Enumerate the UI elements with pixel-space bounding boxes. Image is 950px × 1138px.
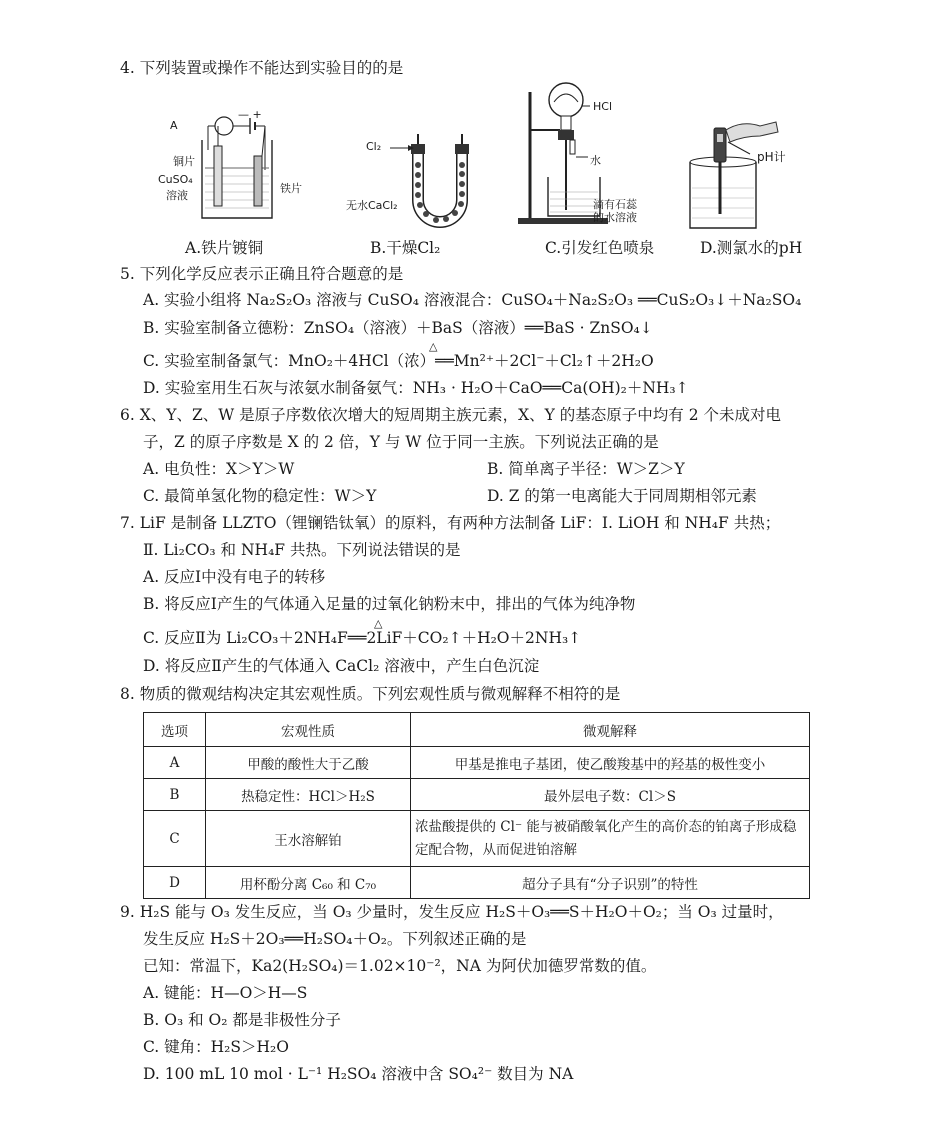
figure-c-caption: C.引发红色喷泉 <box>545 239 655 257</box>
table-cell: D <box>144 867 206 899</box>
figure-a-iron-label: 铁片 <box>280 182 302 195</box>
table-row <box>144 747 810 779</box>
table-header-cell: 选项 <box>144 713 206 747</box>
figure-c-water-label: 水 <box>590 154 601 167</box>
q9-stem-line1: 9. H₂S 能与 O₃ 发生反应，当 O₃ 少量时，发生反应 H₂S＋O₃══S＋H₂O＋O₂；当 O₃ 过量时， <box>120 903 784 921</box>
table-cell: 浓盐酸提供的 Cl⁻ 能与被硝酸氧化产生的高价态的铂离子形成稳定配合物，从而促进铂溶解 <box>411 811 810 867</box>
q9-option-b: B. O₃ 和 O₂ 都是非极性分子 <box>143 1011 341 1029</box>
figure-a-battery-signs: — + <box>238 108 262 121</box>
q9-option-c: C. 键角：H₂S＞H₂O <box>143 1038 289 1056</box>
q7-heat-sign: △ <box>374 617 383 630</box>
figure-c-litmus-label: 滴有石蕊 <box>593 198 637 211</box>
q7-option-d: D. 将反应Ⅱ产生的气体通入 CaCl₂ 溶液中，产生白色沉淀 <box>143 657 540 675</box>
q5-option-b: B. 实验室制备立德粉：ZnSO₄（溶液）＋BaS（溶液）══BaS · ZnSO₄↓ <box>143 319 653 337</box>
q8-stem: 8. 物质的微观结构决定其宏观性质。下列宏观性质与微观解释不相符的是 <box>120 685 621 703</box>
q5-stem: 5. 下列化学反应表示正确且符合题意的是 <box>120 265 404 283</box>
q4-stem: 4. 下列装置或操作不能达到实验目的的是 <box>120 59 404 77</box>
table-row <box>144 867 810 899</box>
table-cell: C <box>144 811 206 867</box>
q7-option-a: A. 反应Ⅰ中没有电子的转移 <box>143 568 326 586</box>
q6-option-b: B. 简单离子半径：W＞Z＞Y <box>487 460 685 478</box>
q8-table <box>143 712 810 899</box>
figure-d-ph-meter <box>680 118 790 233</box>
table-cell: 甲酸的酸性大于乙酸 <box>206 747 411 779</box>
figure-a-copper-label: 铜片 <box>173 155 195 168</box>
q7-option-b: B. 将反应Ⅰ产生的气体通入足量的过氧化钠粉末中，排出的气体为纯净物 <box>143 595 636 613</box>
q6-option-d: D. Z 的第一电离能大于同周期相邻元素 <box>487 487 757 505</box>
table-cell: 热稳定性：HCl＞H₂S <box>206 779 411 811</box>
figure-b-caption: B.干燥Cl₂ <box>370 239 441 257</box>
table-header-row <box>144 713 810 747</box>
figure-d-meter-label: pH计 <box>757 150 786 164</box>
q5-heat-sign: △ <box>429 340 438 353</box>
table-cell: 用杯酚分离 C₆₀ 和 C₇₀ <box>206 867 411 899</box>
figure-a-meter-label: A <box>170 119 178 132</box>
figure-c-litmus-label-2: 的水溶液 <box>593 211 637 224</box>
q6-option-a: A. 电负性：X＞Y＞W <box>143 460 295 478</box>
table-cell: 最外层电子数：Cl＞S <box>411 779 810 811</box>
q9-given: 已知：常温下，Ka2(H₂SO₄)＝1.02×10⁻²，NA 为阿伏加德罗常数的值。 <box>143 957 657 975</box>
figure-a-solution-label-2: 溶液 <box>166 189 188 202</box>
q6-stem-line2: 子，Z 的原子序数是 X 的 2 倍，Y 与 W 位于同一主族。下列说法正确的是 <box>143 433 659 451</box>
figure-b-desiccant-label: 无水CaCl₂ <box>346 199 398 212</box>
q7-option-c: C. 反应Ⅱ为 Li₂CO₃＋2NH₄F══2LiF＋CO₂↑＋H₂O＋2NH₃↑ <box>143 629 582 647</box>
figure-c-hcl-label: HCl <box>593 100 613 113</box>
table-row <box>144 779 810 811</box>
q6-stem-line1: 6. X、Y、Z、W 是原子序数依次增大的短周期主族元素，X、Y 的基态原子中均有 2 个未成对电 <box>120 406 782 424</box>
figure-a-caption: A.铁片镀铜 <box>185 239 264 257</box>
figure-d-caption: D.测氯水的pH <box>700 239 803 257</box>
q9-stem-line2: 发生反应 H₂S＋2O₃══H₂SO₄＋O₂。下列叙述正确的是 <box>143 930 527 948</box>
q7-stem-line1: 7. LiF 是制备 LLZTO（锂镧锆钛氧）的原料，有两种方法制备 LiF：Ⅰ. LiOH 和 NH₄F 共热； <box>120 514 781 532</box>
q7-stem-line2: Ⅱ. Li₂CO₃ 和 NH₄F 共热。下列说法错误的是 <box>143 541 461 559</box>
table-cell: 王水溶解铂 <box>206 811 411 867</box>
table-cell: A <box>144 747 206 779</box>
table-header-cell: 宏观性质 <box>206 713 411 747</box>
figure-b-gas-label: Cl₂ <box>366 140 382 153</box>
q9-option-a: A. 键能：H—O＞H—S <box>143 984 308 1002</box>
table-header-cell: 微观解释 <box>411 713 810 747</box>
q6-option-c: C. 最简单氢化物的稳定性：W＞Y <box>143 487 377 505</box>
table-cell: 超分子具有“分子识别”的特性 <box>411 867 810 899</box>
figure-a-solution-label: CuSO₄ <box>158 173 193 186</box>
q5-option-c: C. 实验室制备氯气：MnO₂＋4HCl（浓）══Mn²⁺＋2Cl⁻＋Cl₂↑＋2H₂O <box>143 352 654 370</box>
table-cell: 甲基是推电子基团，使乙酸羧基中的羟基的极性变小 <box>411 747 810 779</box>
table-cell: B <box>144 779 206 811</box>
q9-option-d: D. 100 mL 10 mol · L⁻¹ H₂SO₄ 溶液中含 SO₄²⁻ 数目为 NA <box>143 1065 574 1083</box>
q5-option-a: A. 实验小组将 Na₂S₂O₃ 溶液与 CuSO₄ 溶液混合：CuSO₄＋Na₂S₂O₃ ══CuS₂O₃↓＋Na₂SO₄ <box>143 291 802 309</box>
table-row <box>144 811 810 867</box>
q5-option-d: D. 实验室用生石灰与浓氨水制备氨气：NH₃ · H₂O＋CaO══Ca(OH)₂＋NH₃↑ <box>143 379 689 397</box>
